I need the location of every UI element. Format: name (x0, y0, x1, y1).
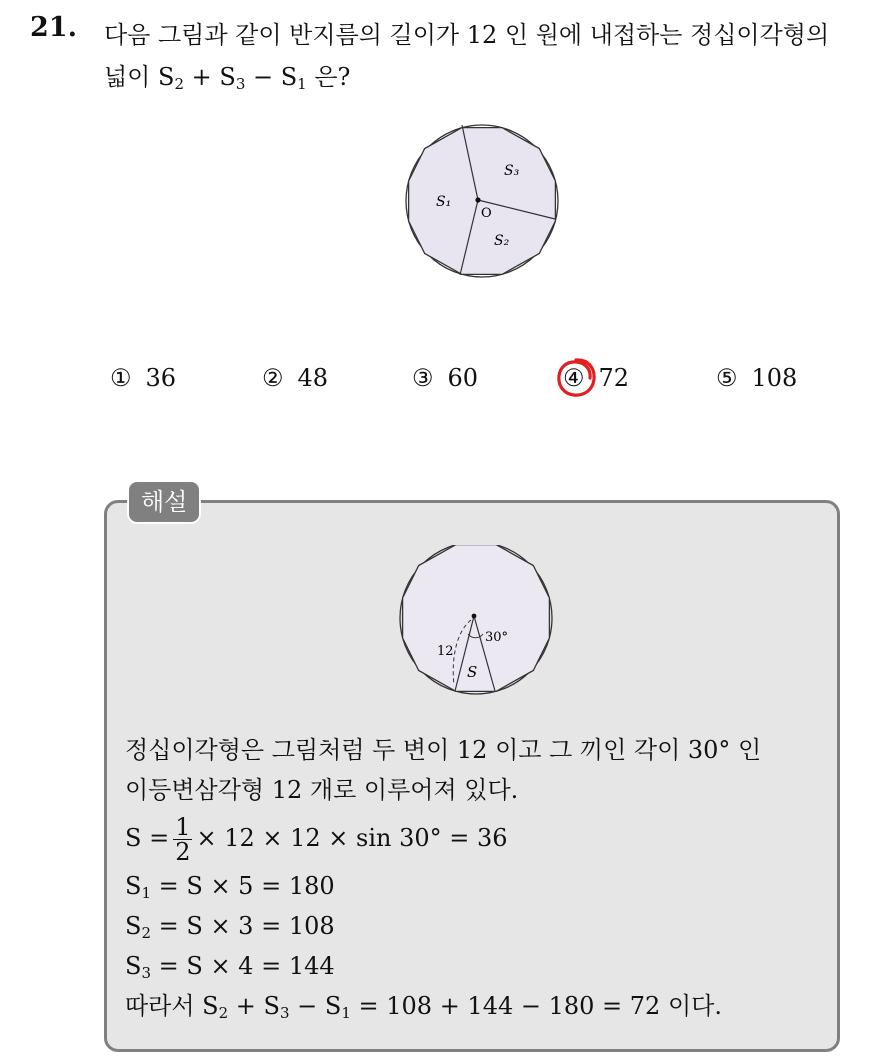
label-radius-12: 12 (437, 644, 454, 659)
question-number: 21. (30, 12, 77, 43)
label-s3: S₃ (504, 163, 520, 179)
equation-s3: $S_3 = S \times 4 = 144$ (125, 952, 335, 982)
choice-4-value: 72 (598, 364, 630, 392)
solution-figure (393, 545, 559, 695)
solution-center-point (472, 614, 477, 619)
center-point (475, 197, 480, 202)
choice-1[interactable] (110, 364, 176, 392)
question-line-1: 다음 그림과 같이 반지름의 길이가 12 인 원에 내접하는 정십이각형의 (104, 21, 830, 49)
choice-2-value: 48 (297, 364, 329, 392)
question-line-2: 넓이 $S_2 + S_3 - S_1$ 은? (104, 63, 351, 93)
answer-choices (0, 364, 884, 404)
choice-5-value: 108 (751, 364, 798, 392)
choice-4-mark: ④ (563, 364, 585, 392)
solution-text (125, 730, 761, 1026)
question-text (104, 14, 874, 98)
equation-s: S = $\frac{1}{2}$ × 12 × 12 × sin 30° = 36 (125, 813, 508, 866)
solution-line-1: 정십이각형은 그림처럼 두 변이 12 이고 그 끼인 각이 30° 인 (125, 736, 762, 764)
choice-1-mark: ① (110, 364, 132, 392)
dodecagon-figure (398, 117, 566, 285)
selected-answer-circle (553, 355, 599, 401)
choice-1-value: 36 (145, 364, 177, 392)
choice-2-mark: ② (262, 364, 284, 392)
solution-line-2: 이등변삼각형 12 개로 이루어져 있다. (125, 776, 519, 804)
choice-5-mark: ⑤ (716, 364, 738, 392)
choice-2[interactable] (262, 364, 328, 392)
choice-5[interactable] (716, 364, 797, 392)
label-s2: S₂ (494, 233, 510, 249)
label-area-s: S (467, 663, 478, 681)
choice-3-mark: ③ (412, 364, 434, 392)
label-angle-30: 30° (485, 630, 509, 645)
choice-3[interactable] (412, 364, 478, 392)
equation-s1: $S_1 = S \times 5 = 180$ (125, 872, 335, 902)
final-answer-line: 따라서 $S_2 + S_3 - S_1 = 108 + 144 - 180 = 72$ 이다. (125, 992, 722, 1022)
solution-tag: 해설 (127, 480, 201, 524)
label-s1: S₁ (436, 194, 452, 210)
choice-3-value: 60 (447, 364, 479, 392)
equation-s2: $S_2 = S \times 3 = 108$ (125, 912, 335, 942)
fraction-one-half: $\frac{1}{2}$ (175, 813, 191, 866)
label-center: O (481, 206, 492, 221)
